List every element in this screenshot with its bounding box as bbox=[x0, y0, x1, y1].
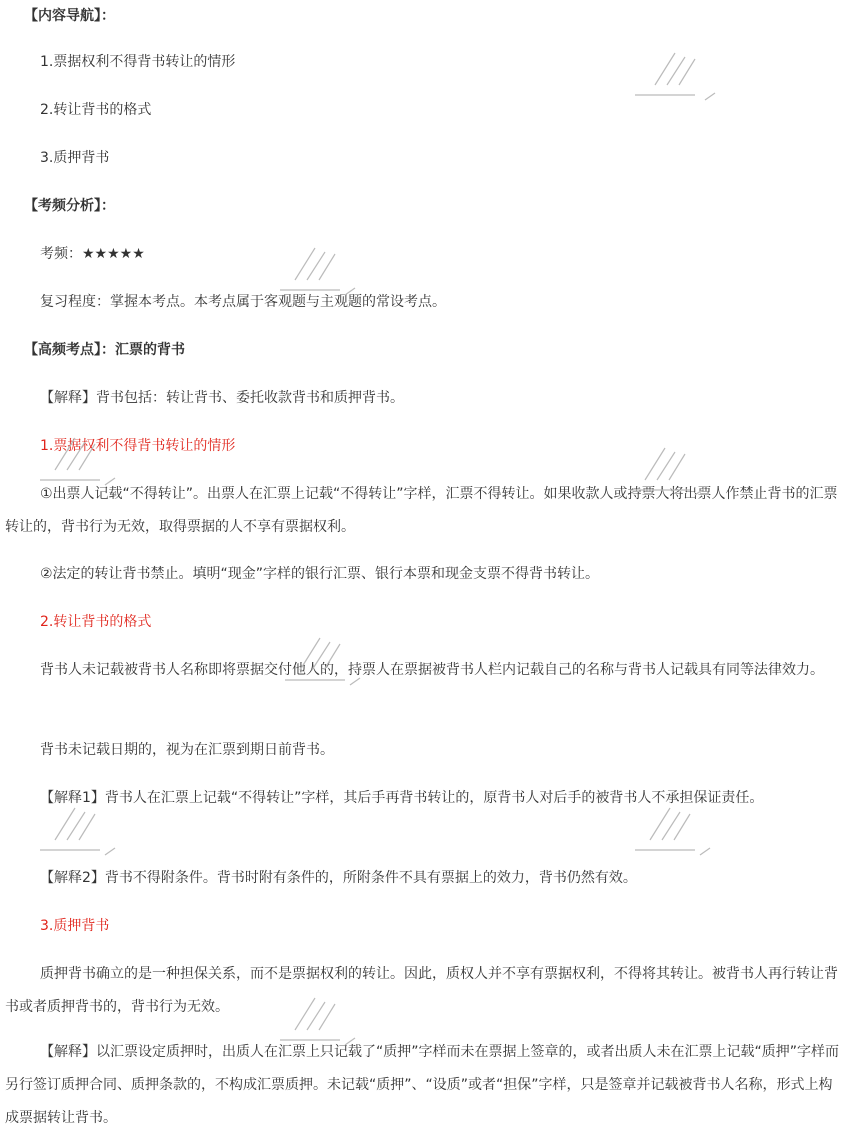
watermark-icon bbox=[40, 800, 130, 860]
topic-heading: 【高频考点】：汇票的背书 bbox=[24, 342, 185, 358]
topic-intro: 【解释】背书包括：转让背书、委托收款背书和质押背书。 bbox=[40, 390, 404, 406]
freq-review: 复习程度：掌握本考点。本考点属于客观题与主观题的常设考点。 bbox=[40, 294, 446, 310]
section1-para2: ②法定的转让背书禁止。填明“现金”字样的银行汇票、银行本票和现金支票不得背书转让。 bbox=[40, 566, 600, 582]
freq-heading: 【考频分析】： bbox=[24, 198, 115, 214]
section3-title: 3.质押背书 bbox=[40, 918, 110, 934]
watermark-icon bbox=[280, 990, 370, 1050]
section1-title: 1.票据权利不得背书转让的情形 bbox=[40, 438, 236, 454]
watermark-icon bbox=[630, 440, 720, 500]
section2-para4: 【解释2】背书不得附条件。背书时附有条件的，所附条件不具有票据上的效力，背书仍然有效。 bbox=[40, 870, 637, 886]
nav-item-3: 3.质押背书 bbox=[40, 150, 110, 166]
section3-para2: 【解释】以汇票设定质押时，出质人在汇票上只记载了“质押”字样而未在票据上签章的，或者出质人未在汇票上记载“质押”字样而另行签订质押合同、质押条款的，不构成汇票质押。未记载“质押”、“设质”或者“担保”字样，只是签章并记载被背书人名称，形式上构成票据转让背书。 bbox=[5, 1044, 840, 1126]
section2-para1: 背书人未记载被背书人名称即将票据交付他人的，持票人在票据被背书人栏内记载自己的名称与背书人记载具有同等法律效力。 bbox=[40, 662, 824, 678]
nav-item-1: 1.票据权利不得背书转让的情形 bbox=[40, 54, 236, 70]
section2-para3: 【解释1】背书人在汇票上记载“不得转让”字样，其后手再背书转让的，原背书人对后手的被背书人不承担保证责任。 bbox=[40, 790, 764, 806]
section2-title: 2.转让背书的格式 bbox=[40, 614, 152, 630]
section3-para1: 质押背书确立的是一种担保关系，而不是票据权利的转让。因此，质权人并不享有票据权利，不得将其转让。被背书人再行转让背书或者质押背书的，背书行为无效。 bbox=[5, 966, 838, 1015]
section1-para1: ①出票人记载“不得转让”。出票人在汇票上记载“不得转让”字样，汇票不得转让。如果收款人或持票人将出票人作禁止背书的汇票转让的，背书行为无效，取得票据的人不享有票据权利。 bbox=[5, 486, 838, 535]
freq-stars: 考频：★★★★★ bbox=[40, 246, 145, 262]
watermark-icon bbox=[285, 630, 375, 690]
section2-para2: 背书未记载日期的，视为在汇票到期日前背书。 bbox=[40, 742, 334, 758]
watermark-icon bbox=[280, 240, 370, 300]
watermark-icon bbox=[635, 45, 725, 105]
watermark-icon bbox=[635, 800, 725, 860]
nav-item-2: 2.转让背书的格式 bbox=[40, 102, 152, 118]
watermark-icon bbox=[40, 430, 130, 490]
nav-heading: 【内容导航】： bbox=[24, 8, 115, 24]
